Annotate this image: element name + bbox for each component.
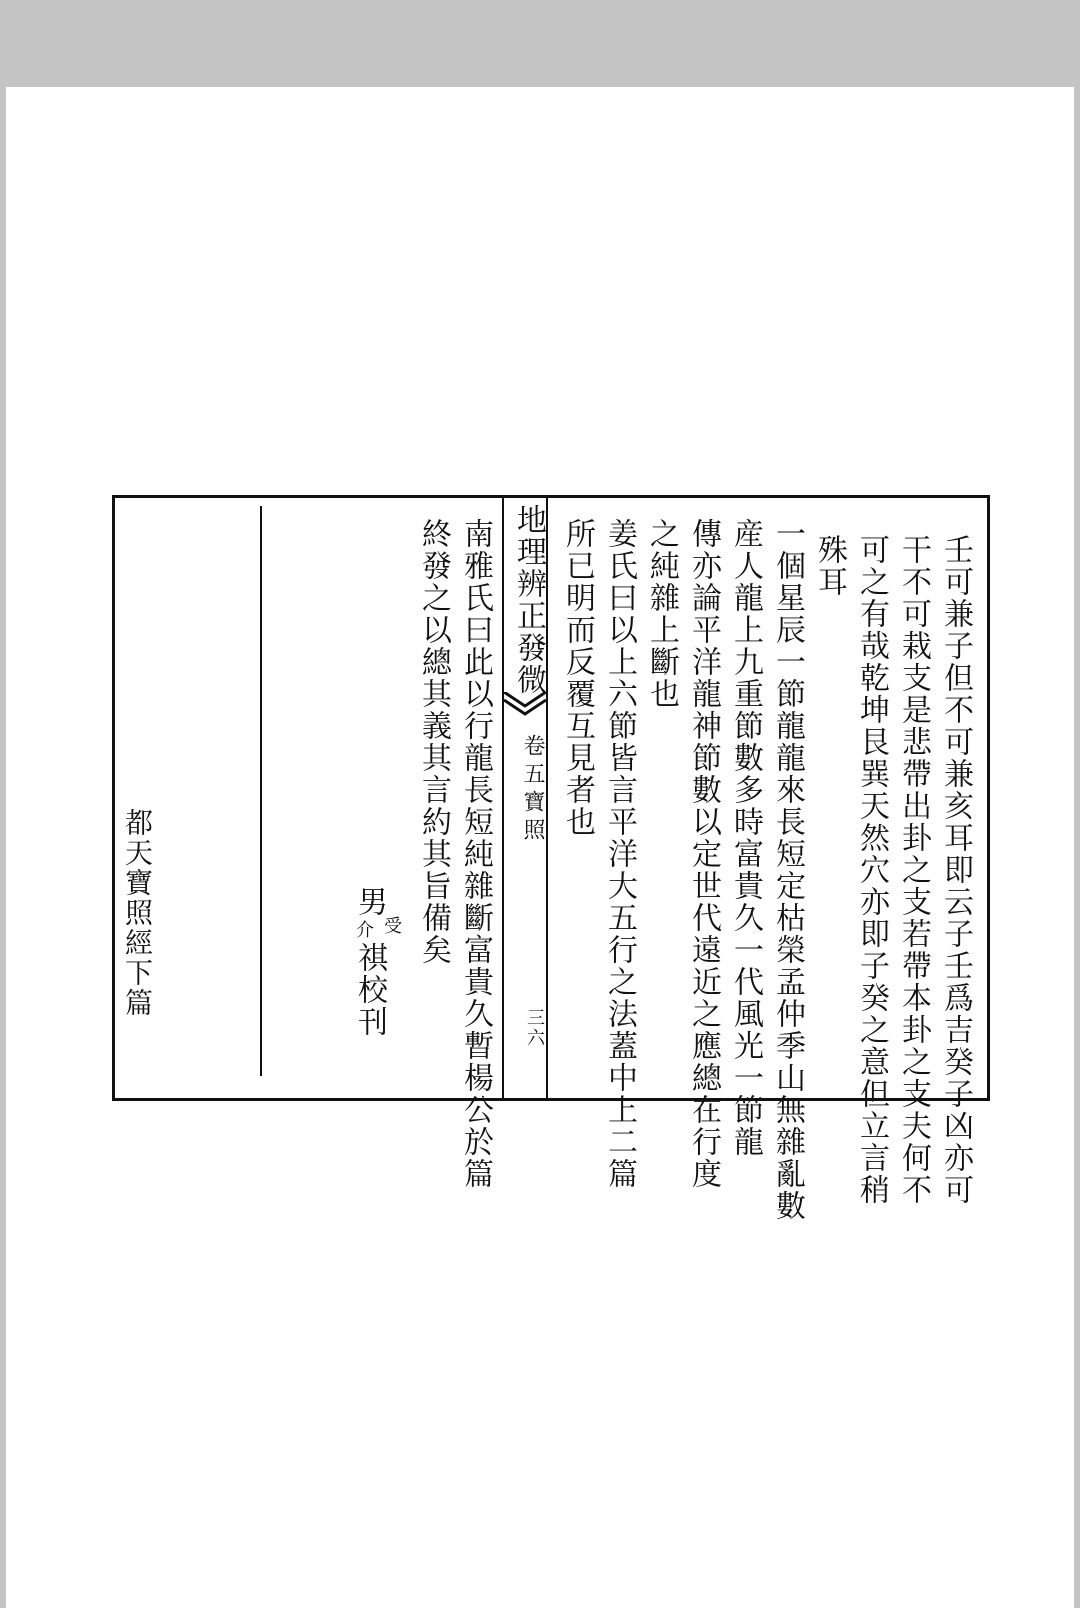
editor-credit bbox=[337, 886, 402, 1038]
book-title: 地理辨正發微 bbox=[511, 504, 546, 696]
text-column-3: 可之有哉乾坤艮巽天然穴亦即子癸之意但立言稍 bbox=[854, 534, 889, 1206]
page-sheet bbox=[6, 87, 1074, 1608]
text-column-2: 干不可栽支是悲帶出卦之支若帶本卦之支夫何不 bbox=[896, 534, 931, 1206]
text-column-1: 壬可兼子但不可兼亥耳即云子壬爲吉癸子凶亦可 bbox=[938, 534, 973, 1206]
center-band bbox=[502, 498, 548, 1098]
text-column-8: 之純雜上斷也 bbox=[644, 518, 679, 710]
commentary-column-1: 南雅氏曰此以行龍長短純雜斷富貴久暫楊公於篇 bbox=[458, 518, 493, 1190]
text-column-4: 殊耳 bbox=[812, 534, 847, 598]
text-column-9: 姜氏曰以上六節皆言平洋大五行之法蓋中上二篇 bbox=[602, 518, 637, 1190]
page-number: 三六 bbox=[524, 1008, 545, 1048]
editor-rest: 祺校刊 bbox=[352, 942, 387, 1038]
text-column-7: 傳亦論平洋龍神節數以定世代遠近之應總在行度 bbox=[686, 518, 721, 1190]
editor-name-top: 受 bbox=[381, 916, 402, 936]
text-column-10: 所已明而反覆互見者也 bbox=[560, 518, 595, 838]
editor-prefix: 男 bbox=[352, 886, 387, 918]
section-label: 卷五寶照 bbox=[520, 734, 545, 846]
text-column-5: 一個星辰一節龍龍來長短定枯榮孟仲季山無雜亂數 bbox=[770, 518, 805, 1222]
column-rule bbox=[260, 506, 262, 1076]
chapter-end-title: 都天寶照經下篇 bbox=[121, 808, 154, 1018]
book-page-frame bbox=[112, 495, 990, 1222]
fishtail-mark-icon bbox=[504, 692, 546, 722]
commentary-column-2: 終發之以總其義其言約其旨備矣 bbox=[416, 518, 451, 966]
text-column-6: 産人龍上九重節數多時富貴久一代風光一節龍 bbox=[728, 518, 763, 1158]
editor-name-main: 介 bbox=[353, 920, 374, 940]
